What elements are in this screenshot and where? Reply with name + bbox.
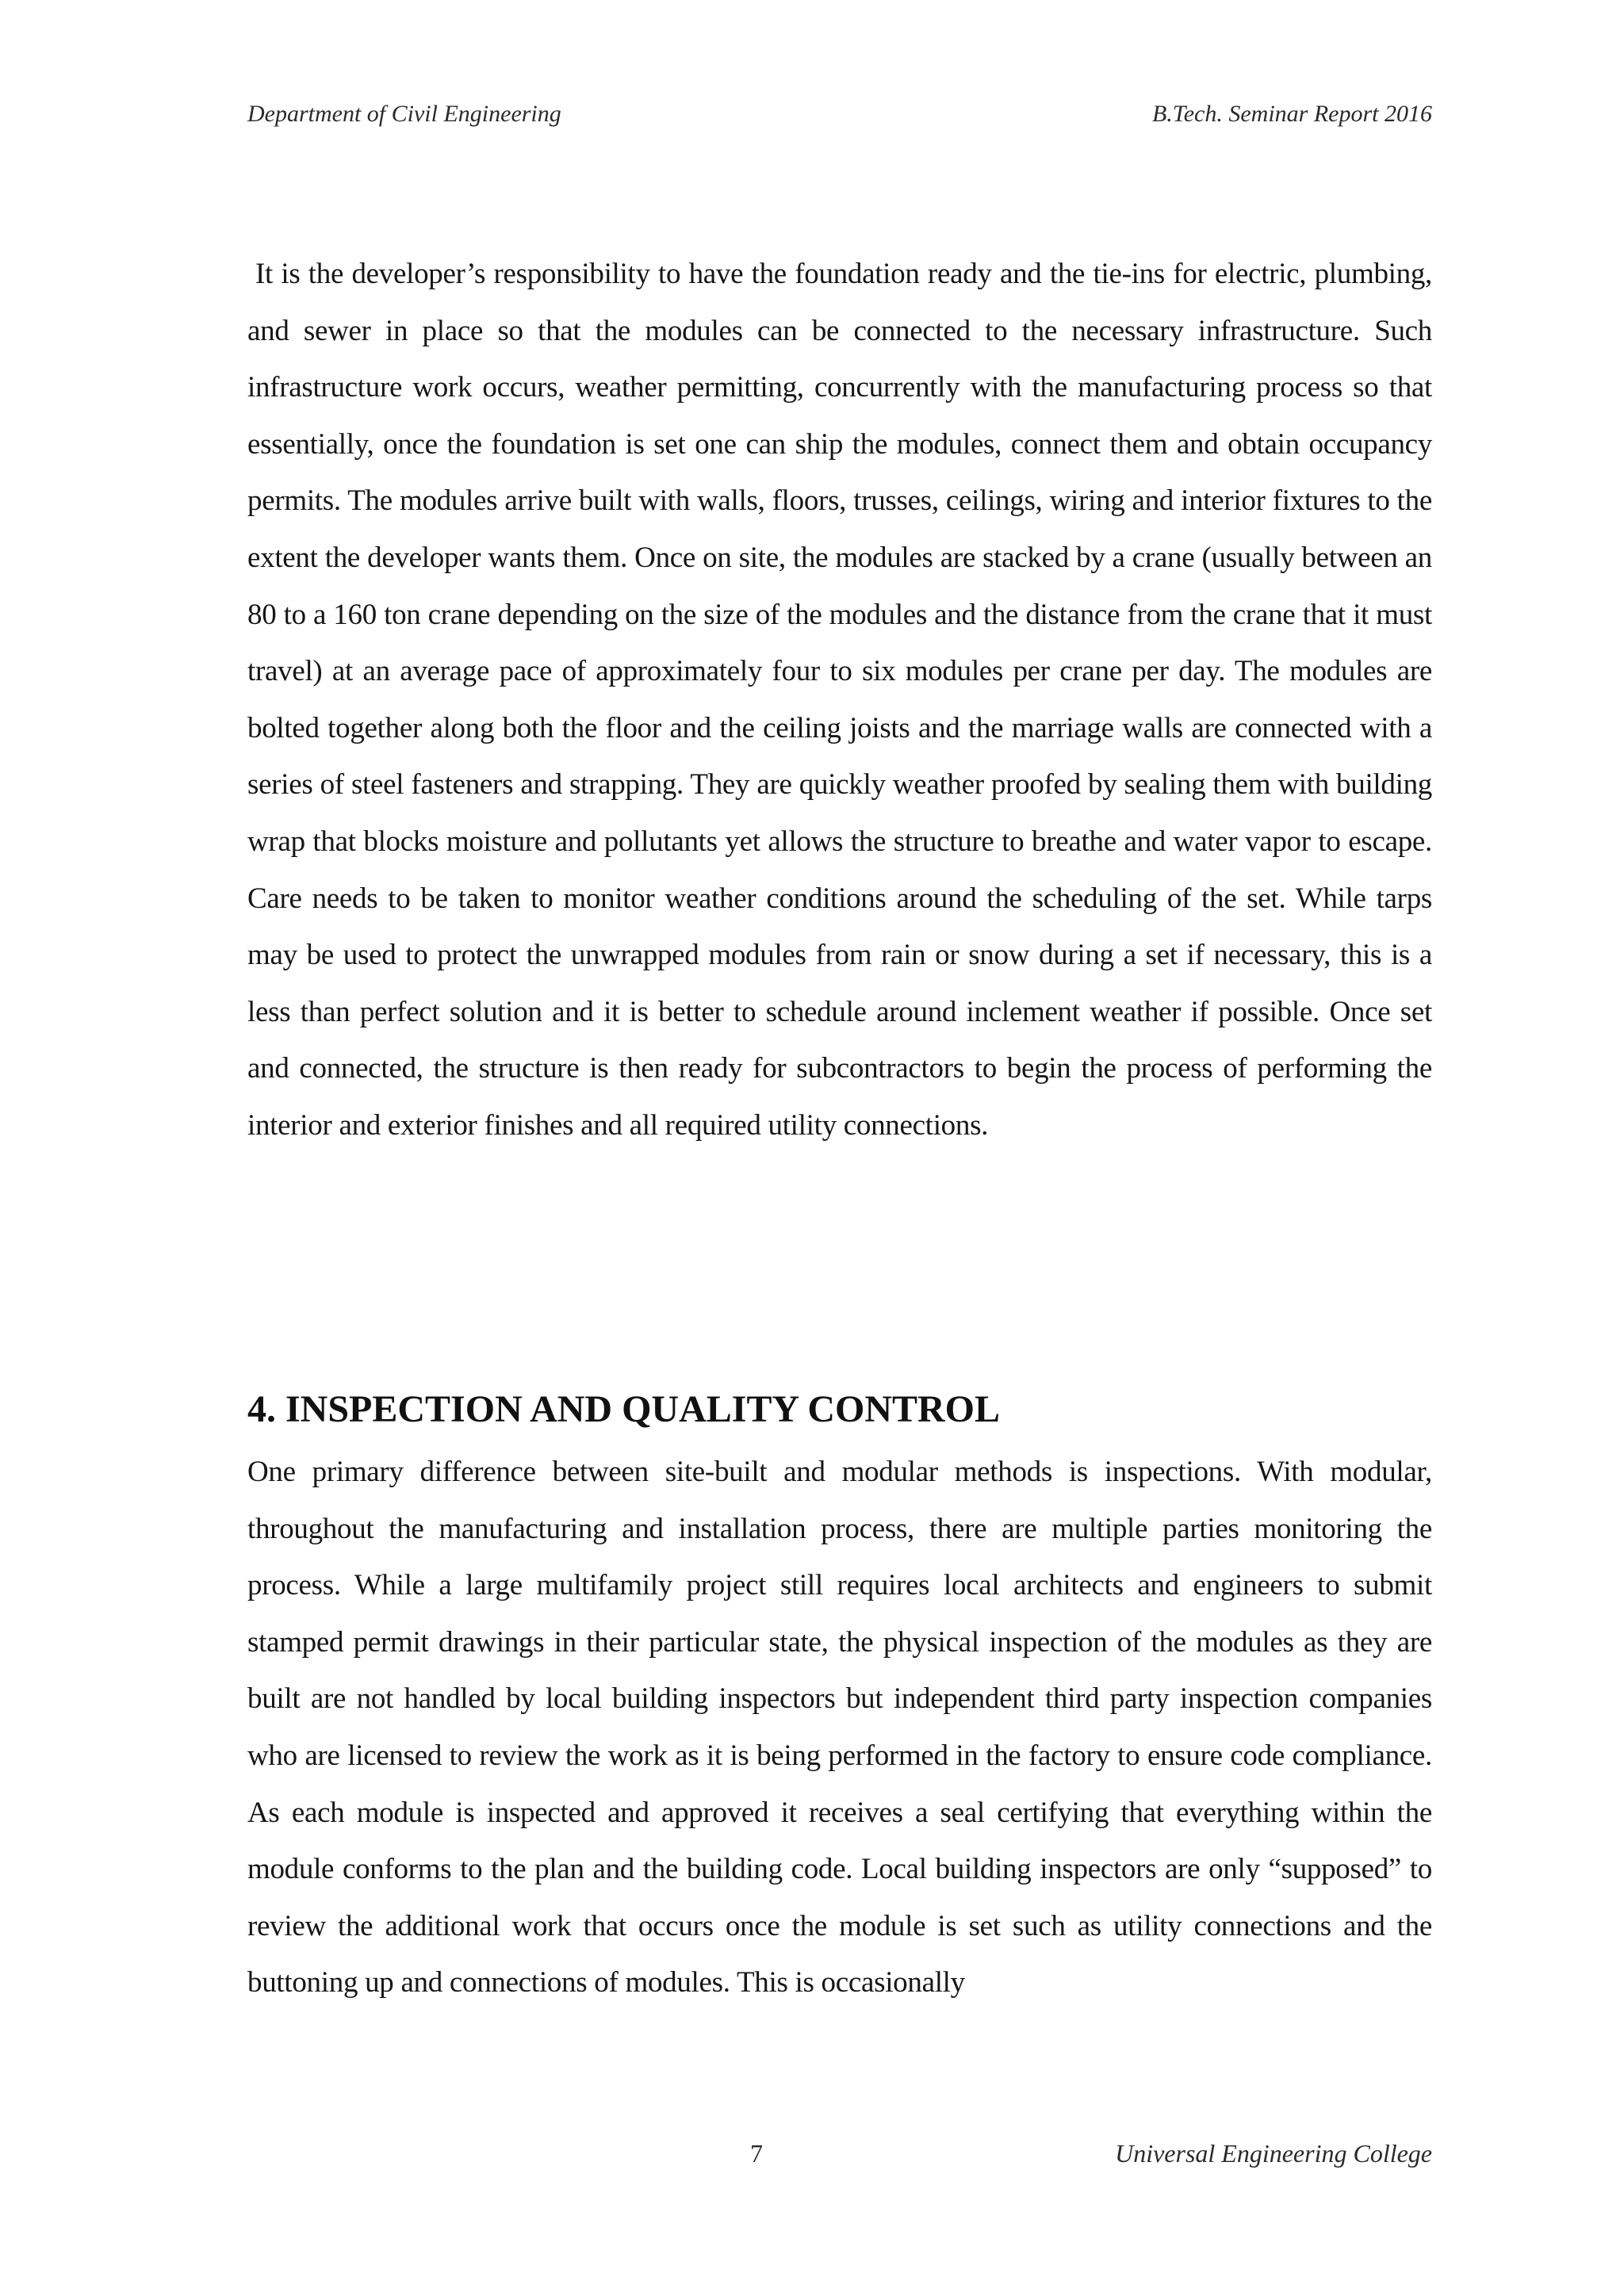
page-number: 7 — [750, 2139, 763, 2168]
section-heading-inspection: 4. INSPECTION AND QUALITY CONTROL — [247, 1388, 1001, 1430]
body-paragraph-site-assembly: It is the developer’s responsibility to have the foundation ready and the tie-ins for electric, plumbing, and sewer in place so that the modules can be connected to the necessary infrastructure. Such infrastructure work occurs, weather permitting, concurrently with the manufacturing process so that essentially, once the foundation is set one can ship the modules, connect them and obtain occupancy permits. The modules arrive built with walls, floors, trusses, ceilings, wiring and interior fixtures to the extent the developer wants them. Once on site, the modules are stacked by a crane (usually between an 80 to a 160 ton crane depending on the size of the modules and the distance from the crane that it must travel) at an average pace of approximately four to six modules per crane per day. The modules are bolted together along both the floor and the ceiling joists and the marriage walls are connected with a series of steel fasteners and strapping. They are quickly weather proofed by sealing them with building wrap that blocks moisture and pollutants yet allows the structure to breathe and water vapor to escape. Care needs to be taken to monitor weather conditions around the scheduling of the set. While tarps may be used to protect the unwrapped modules from rain or snow during a set if necessary, this is a less than perfect solution and it is better to schedule around inclement weather if possible. Once set and connected, the structure is then ready for subcontractors to begin the process of performing the interior and exterior finishes and all required utility connections. — [247, 258, 1432, 1142]
page-footer — [247, 2136, 1432, 2171]
footer-college-name: Universal Engineering College — [1115, 2139, 1432, 2168]
page-header — [247, 98, 1432, 130]
header-department: Department of Civil Engineering — [247, 101, 561, 127]
header-report-title: B.Tech. Seminar Report 2016 — [1151, 101, 1432, 127]
body-paragraph-inspection: One primary difference between site-built and modular methods is inspections. With modular, throughout the manufacturing and installation process, there are multiple parties monitoring the process. While a large multifamily project still requires local architects and engineers to submit stamped permit drawings in their particular state, the physical inspection of the modules as they are built are not handled by local building inspectors but independent third party inspection companies who are licensed to review the work as it is being performed in the factory to ensure code compliance. As each module is inspected and approved it receives a seal certifying that everything within the module conforms to the plan and the building code. Local building inspectors are only “supposed” to review the additional work that occurs once the module is set such as utility connections and the buttoning up and connections of modules. This is occasionally — [247, 1456, 1432, 1999]
